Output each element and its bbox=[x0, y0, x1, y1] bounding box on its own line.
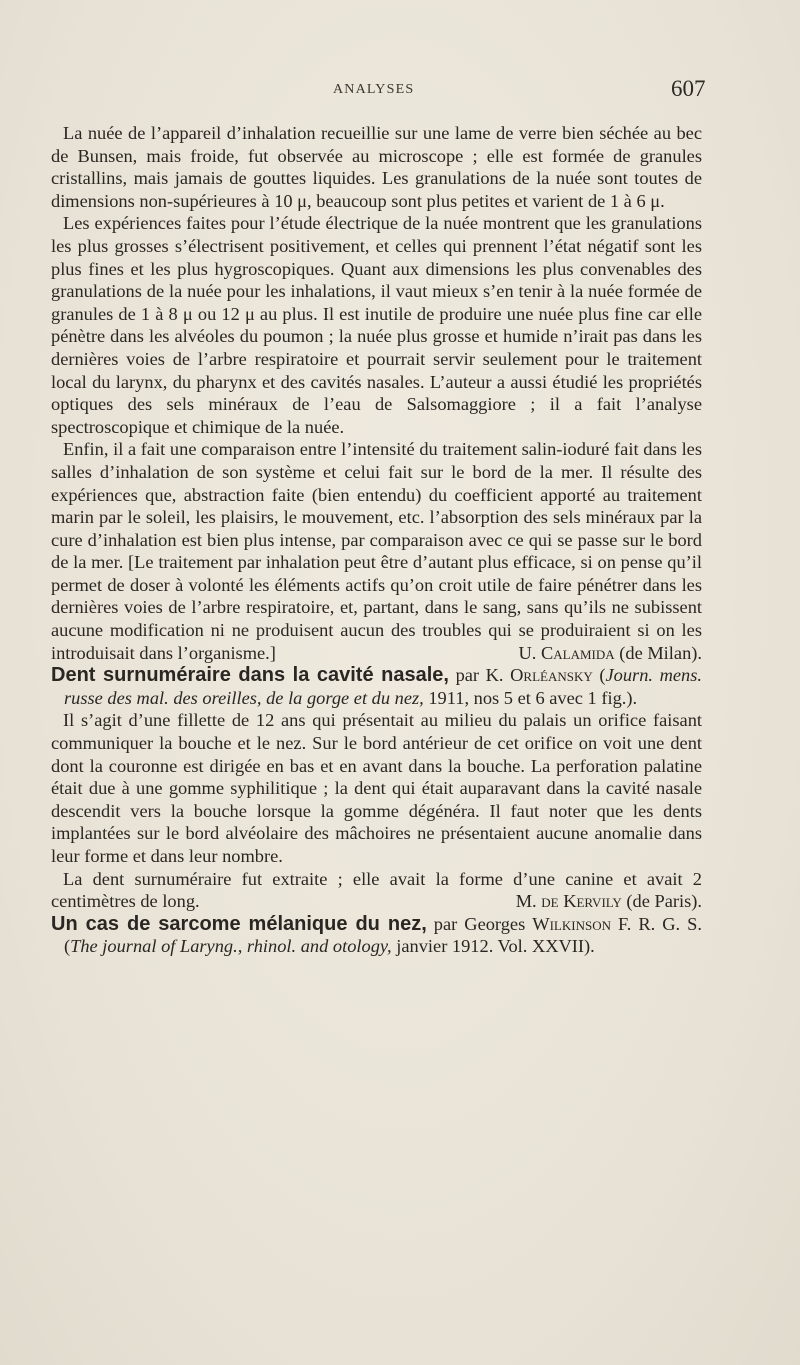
signature-location: (de Paris). bbox=[621, 891, 702, 912]
body-text bbox=[51, 122, 702, 958]
paragraph bbox=[51, 868, 702, 913]
signature-initial: U. bbox=[518, 642, 541, 663]
article-ref-open: ( bbox=[592, 665, 606, 686]
signature-initial: M. bbox=[515, 891, 542, 912]
article-journal: Journ. mens. russe des mal. des oreilles, de la gorge et du nez, bbox=[64, 665, 702, 708]
article-entry bbox=[51, 664, 702, 709]
paragraph-text: Enfin, il a fait une comparaison entre l’intensité du traitement salin-ioduré fait dans les salles d’inhalation de son système et celui fait sur le bord de la mer. Il résulte des expériences que, abstraction faite (bien entendu) du coefficient apporté au traitement marin par le soleil, les plaisirs, le mouvement, etc. l’absorption des sels minéraux par la cure d’inhalation est bien plus intense, par comparaison avec ce qui se passe sur le bord de la mer. [Le traitement par inhalation peut être d’autant plus efficace, si on pense qu’il permet de doser à volonté les éléments actifs qu’on croit utile de faire pénétrer dans les dernières voies de l’arbre respiratoire, et, partant, dans le sang, sans qu’ils ne subissent aucune modification ni ne produisent aucun des troubles qui se produiraient si on les introduisait dans l’organisme.] bbox=[51, 439, 702, 663]
signature-particle: de bbox=[541, 891, 559, 912]
article-by: par Georges bbox=[426, 913, 533, 934]
signature-name: Kervily bbox=[558, 891, 622, 912]
running-head: ANALYSES bbox=[333, 82, 415, 97]
article-journal: The journal of Laryng., rhinol. and otology, bbox=[70, 936, 392, 957]
paragraph: Les expériences faites pour l’étude électrique de la nuée montrent que les granulations les plus grosses s’électrisent positivement, et celles qui prennent l’état négatif sont les plus fines et les plus hygroscopiques. Quant aux dimensions les plus convenables des granulations de la nuée pour les inhalations, il vaut mieux s’en tenir à la nuée formée de granules de 1 à 8 μ ou 12 μ au plus. Il est inutile de produire une nuée plus fine car elle pénètre dans les alvéoles du poumon ; la nuée plus grosse et humide n’irait pas dans les dernières voies de l’arbre respiratoire et pourrait servir seulement pour le traitement local du larynx, du pharynx et des cavités nasales. L’auteur a aussi étudié les propriétés optiques des sels minéraux de l’eau de Salsomaggiore ; il a fait l’analyse spectroscopique et chimique de la nuée. bbox=[51, 213, 702, 437]
article-reference: 1911, nos 5 et 6 avec 1 fig.). bbox=[423, 687, 638, 708]
article-by: par K. bbox=[448, 665, 511, 686]
paragraph: La nuée de l’appareil d’inhalation recueillie sur une lame de verre bien séchée au bec de Bunsen, mais froide, fut observée au microscope ; elle est formée de granules cristallins, mais jamais de gouttes liquides. Les granulations de la nuée sont toutes de dimensions non-supérieures à 10 μ, beaucoup sont plus petites et varient de 1 à 6 μ. bbox=[51, 123, 702, 211]
page-number: 607 bbox=[671, 76, 706, 101]
author-signature bbox=[507, 642, 702, 665]
article-entry bbox=[51, 913, 702, 958]
paragraph bbox=[51, 438, 702, 664]
paragraph: Il s’agit d’une fillette de 12 ans qui présentait au milieu du palais un orifice faisant communiquer la bouche et le nez. Sur le bord antérieur de cet orifice on voit une dent dont la couronne est dirigée en bas et en avant dans la bouche. La perforation palatine était due à une gomme syphilitique ; la dent qui était auparavant dans la cavité nasale descendit vers la bouche lorsque la gomme dégénéra. Il faut noter que les dents implantées sur le bord alvéolaire des mâchoires ne présentaient aucune anomalie dans leur forme et dans leur nombre. bbox=[51, 710, 702, 866]
article-degrees: F. R. G. S. ( bbox=[64, 913, 702, 957]
paragraph-text: La dent surnuméraire fut extraite ; elle avait la forme d’une canine et avait 2 centimètres de long. bbox=[51, 868, 702, 912]
article-title: Un cas de sarcome mélanique du nez, bbox=[51, 912, 427, 935]
signature-name: Calamida bbox=[541, 642, 615, 663]
article-title: Dent surnuméraire dans la cavité nasale, bbox=[51, 664, 449, 687]
page-header bbox=[0, 76, 800, 110]
article-author: Orléansky bbox=[510, 665, 593, 686]
signature-location: (de Milan). bbox=[614, 642, 702, 663]
article-author: Wilkinson bbox=[532, 913, 611, 934]
author-signature bbox=[504, 890, 702, 913]
article-reference: janvier 1912. Vol. XXVII). bbox=[391, 936, 595, 957]
